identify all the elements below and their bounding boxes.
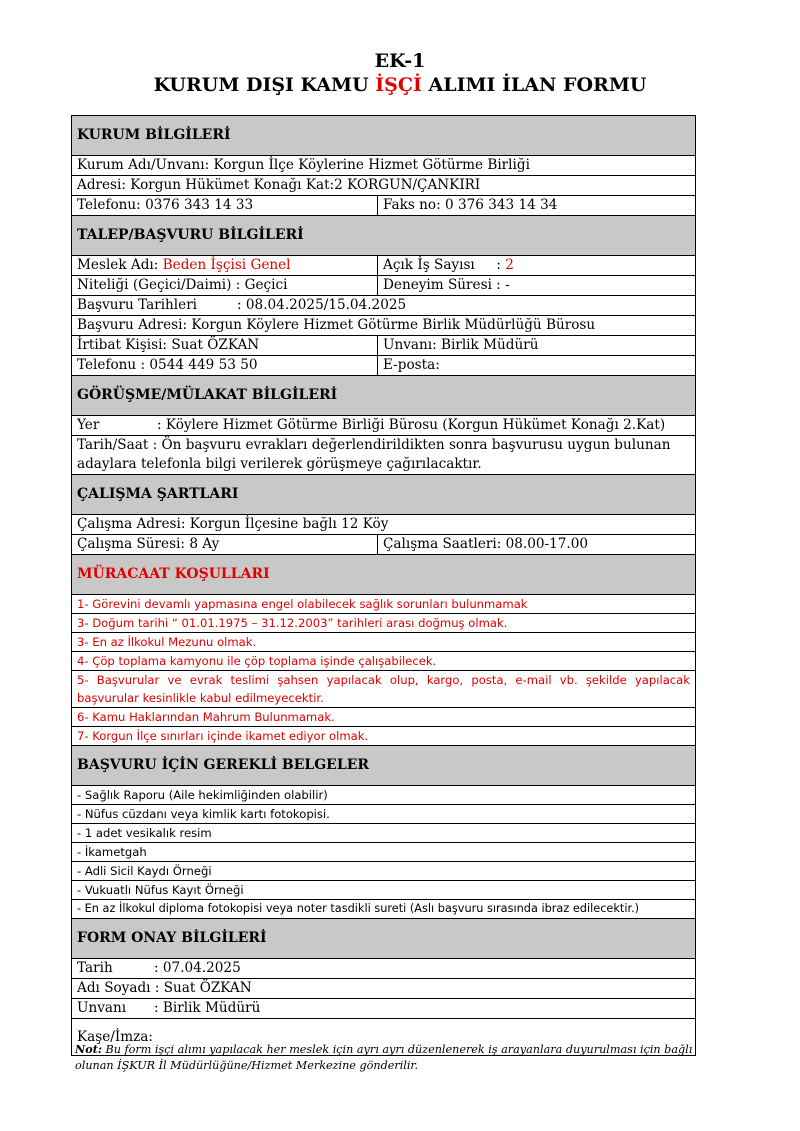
kurum-faks: Faks no: 0 376 343 14 34 xyxy=(378,196,696,216)
section-calisma-heading: ÇALIŞMA ŞARTLARI xyxy=(72,475,696,515)
belge-item: - 1 adet vesikalık resim xyxy=(72,824,696,843)
tarihler-value: : 08.04.2025/15.04.2025 xyxy=(237,297,407,313)
belge-item: - Adli Sicil Kaydı Örneği xyxy=(72,862,696,881)
muracaat-item: 5- Başvurular ve evrak teslimi şahsen yapılacak olup, kargo, posta, e-mail vb. şekilde yapılacak başvurular kesinlikle kabul edilmeyecektir. xyxy=(72,671,696,708)
yer-value: : Köylere Hizmet Götürme Birliği Bürosu (Korgun Hükümet Konağı 2.Kat) xyxy=(157,417,666,433)
note-text: Bu form işçi alımı yapılacak her meslek için ayrı ayrı düzenlenerek iş arayanlara duyurulması için bağlı olunan İŞKUR İl Müdürlüğüne/Hizmet Merkezine gönderilir. xyxy=(75,1043,693,1072)
section-talep-heading: TALEP/BAŞVURU BİLGİLERİ xyxy=(72,216,696,256)
section-onay-heading: FORM ONAY BİLGİLERİ xyxy=(72,919,696,959)
section-kurum-heading: KURUM BİLGİLERİ xyxy=(72,116,696,156)
section-gorusme-heading: GÖRÜŞME/MÜLAKAT BİLGİLERİ xyxy=(72,376,696,416)
belge-item: - Vukuatlı Nüfus Kayıt Örneği xyxy=(72,881,696,900)
calisma-saatleri: Çalışma Saatleri: 08.00-17.00 xyxy=(378,535,696,555)
belge-item: - İkametgah xyxy=(72,843,696,862)
muracaat-item: 3- Doğum tarihi “ 01.01.1975 – 31.12.2003” tarihleri arası doğmuş olmak. xyxy=(72,614,696,633)
muracaat-item: 4- Çöp toplama kamyonu ile çöp toplama işinde çalışabilecek. xyxy=(72,652,696,671)
onay-tarih-label: Tarih xyxy=(77,960,113,976)
meslek-label: Meslek Adı: xyxy=(77,257,163,273)
title-part-red: İŞÇİ xyxy=(375,74,422,96)
onay-tarih-value: : 07.04.2025 xyxy=(154,960,241,976)
gorusme-tarih-saat: Tarih/Saat : Ön başvuru evrakları değerlendirildikten sonra başvurusu uygun bulunan adaylara telefonla bilgi verilerek görüşmeye çağırılacaktır. xyxy=(72,436,696,475)
acik-value: 2 xyxy=(505,257,514,273)
document-title xyxy=(0,74,800,96)
basvuru-tarihleri xyxy=(72,296,696,316)
onay-tarih xyxy=(72,959,696,979)
kurum-adres: Adresi: Korgun Hükümet Konağı Kat:2 KORGUN/ÇANKIRI xyxy=(72,176,696,196)
kurum-telefon: Telefonu: 0376 343 14 33 xyxy=(72,196,378,216)
onay-unvani-value: : Birlik Müdürü xyxy=(154,1000,261,1016)
kase-imza: Kaşe/İmza: xyxy=(72,1019,696,1056)
section-muracaat-heading: MÜRACAAT KOŞULLARI xyxy=(72,555,696,595)
basvuru-adresi: Başvuru Adresi: Korgun Köylere Hizmet Götürme Birlik Müdürlüğü Bürosu xyxy=(72,316,696,336)
acik-label: Açık İş Sayısı : xyxy=(383,257,506,273)
irtibat-unvani: Unvanı: Birlik Müdürü xyxy=(378,336,696,356)
irtibat-telefon: Telefonu : 0544 449 53 50 xyxy=(72,356,378,376)
muracaat-item: 3- En az İlkokul Mezunu olmak. xyxy=(72,633,696,652)
calisma-adresi: Çalışma Adresi: Korgun İlçesine bağlı 12 Köy xyxy=(72,515,696,535)
muracaat-item: 1- Görevini devamlı yapmasına engel olabilecek sağlık sorunları bulunmamak xyxy=(72,595,696,614)
footer-note xyxy=(75,1041,695,1074)
belge-item: - Sağlık Raporu (Aile hekimliğinden olabilir) xyxy=(72,786,696,805)
muracaat-item: 6- Kamu Haklarından Mahrum Bulunmamak. xyxy=(72,708,696,727)
form-table xyxy=(71,115,695,1056)
acik-is-sayisi xyxy=(378,256,696,276)
tarihler-label: Başvuru Tarihleri xyxy=(77,297,198,313)
meslek-value: Beden İşçisi Genel xyxy=(162,257,291,273)
title-part-2: ALIMI İLAN FORMU xyxy=(421,74,647,96)
muracaat-item: 7- Korgun İlçe sınırları içinde ikamet ediyor olmak. xyxy=(72,727,696,746)
onay-unvani xyxy=(72,999,696,1019)
onay-unvani-label: Unvanı xyxy=(77,1000,127,1016)
calisma-suresi: Çalışma Süresi: 8 Ay xyxy=(72,535,378,555)
yer-label: Yer xyxy=(77,417,100,433)
meslek-adi xyxy=(72,256,378,276)
onay-adi-soyadi: Adı Soyadı : Suat ÖZKAN xyxy=(72,979,696,999)
belge-item: - Nüfus cüzdanı veya kimlik kartı fotokopisi. xyxy=(72,805,696,824)
niteligi: Niteliği (Geçici/Daimi) : Geçici xyxy=(72,276,378,296)
irtibat-eposta: E-posta: xyxy=(378,356,696,376)
document-code: EK-1 xyxy=(374,50,426,72)
kurum-adi: Kurum Adı/Unvanı: Korgun İlçe Köylerine Hizmet Götürme Birliği xyxy=(72,156,696,176)
note-label: Not: xyxy=(75,1042,102,1056)
title-part-1: KURUM DIŞI KAMU xyxy=(153,74,376,96)
belge-item: - En az İlkokul diploma fotokopisi veya noter tasdikli sureti (Aslı başvuru sırasında ibraz edilecektir.) xyxy=(72,900,696,919)
deneyim-suresi: Deneyim Süresi : - xyxy=(378,276,696,296)
gorusme-yer xyxy=(72,416,696,436)
section-belgeler-heading: BAŞVURU İÇİN GEREKLİ BELGELER xyxy=(72,746,696,786)
irtibat-kisisi: İrtibat Kişisi: Suat ÖZKAN xyxy=(72,336,378,356)
